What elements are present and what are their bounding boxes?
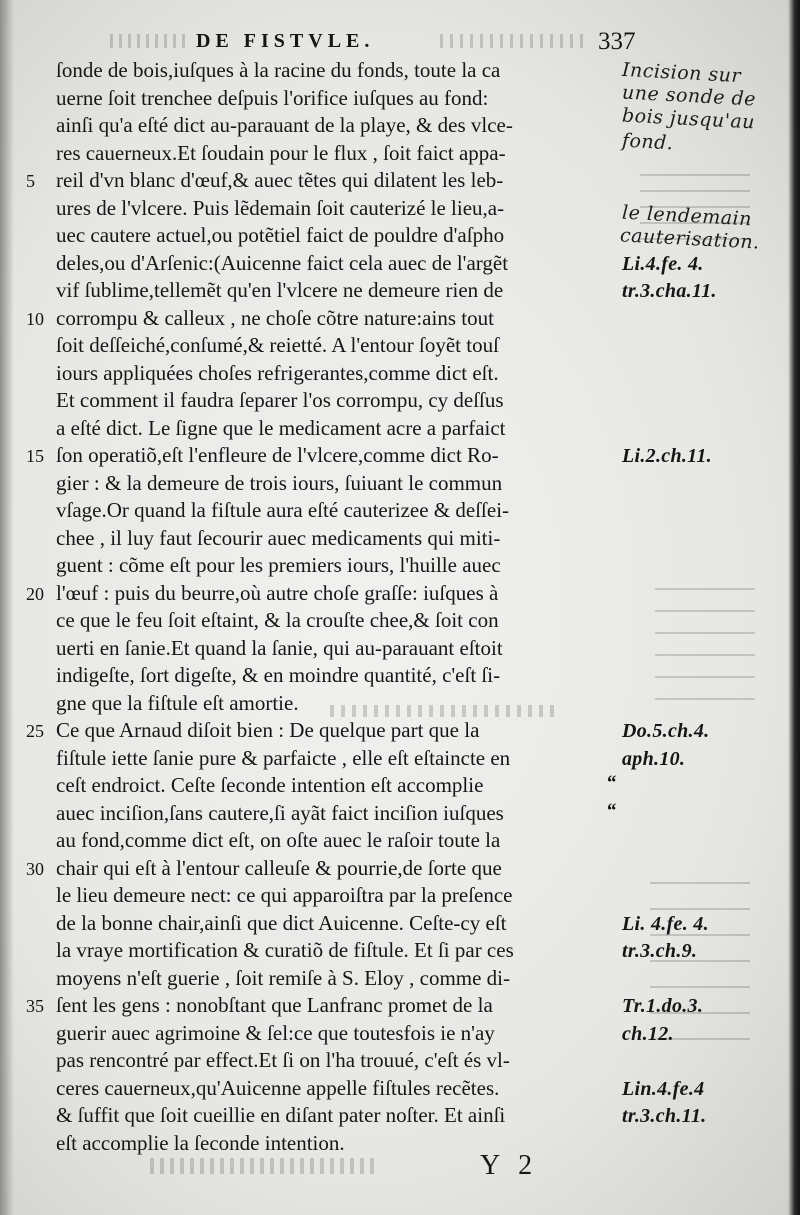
- line-number: 30: [26, 858, 44, 879]
- text-line: vſage.Or quand la fiſtule aura eſté cauterizee & deſſei-: [56, 498, 510, 522]
- text-line: uerne ſoit trenchee deſpuis l'orifice iuſques au fond:: [56, 85, 489, 110]
- text-line: ſent les gens : nonobſtant que Lanfranc promet de la: [56, 993, 493, 1017]
- bleed-through-texture: [440, 34, 590, 48]
- margin-reference: aph.10.: [622, 747, 686, 770]
- handwritten-annotation: cauterisation.: [619, 224, 761, 254]
- line-number: 20: [26, 583, 44, 604]
- text-line: gne que la fiſtule eſt amortie.: [56, 690, 299, 715]
- signature-mark: Y 2: [480, 1150, 539, 1181]
- text-line: a eſté dict. Le ſigne que le medicament acre a parfaict: [56, 415, 506, 440]
- handwritten-annotation: fond.: [621, 129, 674, 155]
- handwritten-annotation: une sonde de: [621, 81, 757, 111]
- text-line: le lieu demeure nect: ce qui apparoiſtra par la preſence: [56, 883, 513, 907]
- margin-reference: Tr.1.do.3.: [622, 995, 704, 1017]
- margin-reference: Li. 4.fe. 4.: [622, 912, 709, 935]
- page-number: 337: [598, 28, 636, 55]
- running-header-title: DE FISTVLE.: [196, 30, 375, 52]
- text-line: indigeſte, ſort digeſte, & en moindre quantité, c'eſt ſi-: [56, 663, 501, 687]
- handwritten-annotation: bois jusqu'au: [621, 104, 756, 134]
- text-line: la vraye mortification & curatiõ de fiſtule. Et ſi par ces: [56, 938, 514, 962]
- text-line: vif ſublime,tellemẽt qu'en l'vlcere ne demeure rien de: [56, 278, 504, 302]
- text-line: ſonde de bois,iuſques à la racine du fonds, toute la ca: [56, 58, 501, 82]
- line-number: 35: [26, 996, 44, 1016]
- text-line: ſon operatiõ,eſt l'enfleure de l'vlcere,comme dict Ro-: [56, 443, 499, 467]
- text-line: au fond,comme dict eſt, on oſte auec le raſoir toute la: [56, 828, 501, 852]
- text-line: guent : cõme eſt pour les premiers iours, l'huille auec: [56, 553, 501, 577]
- text-line: chee , il luy faut ſecourir auec medicaments qui miti-: [56, 525, 501, 550]
- bleed-through-texture: [150, 1158, 380, 1174]
- page-gutter-shadow: [0, 0, 14, 1215]
- text-line: Ce que Arnaud diſoit bien : De quelque part que la: [56, 718, 480, 742]
- margin-reference: ch.12.: [622, 1022, 674, 1045]
- text-line: moyens n'eſt guerie , ſoit remiſe à S. Eloy , comme di-: [56, 965, 511, 990]
- text-line: fiſtule iette ſanie pure & parfaicte , elle eſt eſtaincte en: [56, 745, 511, 770]
- text-line: eſt accomplie la ſeconde intention.: [56, 1130, 345, 1155]
- text-line: de la bonne chair,ainſi que dict Auicenne. Ceſte-cy eſt: [56, 910, 507, 935]
- text-line: gier : & la demeure de trois iours, ſuiuant le commun: [56, 470, 503, 495]
- text-line: uec cautere actuel,ou potẽtiel faict de pouldre d'aſpho: [56, 223, 505, 247]
- line-number: 5: [26, 171, 35, 191]
- text-line: l'œuf : puis du beurre,où autre choſe graſſe: iuſques à: [56, 580, 499, 605]
- text-line: ce que le feu ſoit eſtaint, & la crouſte chee,& ſoit con: [56, 608, 499, 632]
- text-line: deles,ou d'Arſenic:(Auicenne faict cela auec de l'argẽt: [56, 250, 509, 275]
- text-line: chair qui eſt à l'entour calleuſe & pourrie,de ſorte que: [56, 855, 502, 880]
- handwritten-annotation: Incision sur: [621, 58, 742, 88]
- line-number: 10: [26, 308, 44, 329]
- quotation-mark: “: [606, 772, 617, 794]
- text-line: corrompu & calleux , ne choſe cõtre nature:ains tout: [56, 305, 494, 330]
- margin-reference: tr.3.cha.11.: [622, 280, 717, 302]
- text-line: pas rencontré par effect.Et ſi on l'ha trouué, c'eſt és vl-: [56, 1048, 510, 1072]
- handwritten-annotation: le lendemain: [621, 201, 753, 231]
- line-number: 15: [26, 446, 44, 466]
- text-line: uerti en ſanie.Et quand la ſanie, qui au-parauant eſtoit: [56, 635, 503, 660]
- margin-reference: tr.3.ch.11.: [622, 1105, 707, 1127]
- page-edge: [788, 0, 800, 1215]
- text-line: ures de l'vlcere. Puis lẽdemain ſoit cauterizé le lieu,a-: [56, 195, 505, 220]
- text-line: ceres cauerneux,qu'Auicenne appelle fiſtules recẽtes.: [56, 1075, 500, 1100]
- text-line: auec inciſion,ſans cautere,ſi ayãt faict inciſion iuſques: [56, 800, 504, 825]
- text-line: & ſuffit que ſoit cueillie en diſant pater noſter. Et ainſi: [56, 1103, 506, 1127]
- text-line: iours appliquées choſes refrigerantes,comme dict eſt.: [56, 360, 499, 385]
- margin-reference: Lin.4.fe.4: [622, 1077, 705, 1100]
- margin-reference: Li.4.fe. 4.: [622, 252, 704, 275]
- quotation-mark: “: [606, 799, 617, 822]
- text-line: ſoit deſſeiché,conſumé,& reietté. A l'entour ſoyẽt touſ: [56, 333, 499, 357]
- text-line: res cauerneux.Et ſoudain pour le flux , ſoit faict appa-: [56, 140, 506, 165]
- text-line: ceſt endroict. Ceſte ſeconde intention eſt accomplie: [56, 773, 484, 797]
- bleed-through-texture: [655, 580, 755, 700]
- text-line: Et comment il faudra ſeparer l'os corrompu, cy deſſus: [56, 388, 504, 412]
- text-line: ainſi qu'a eſté dict au-parauant de la playe, & des vlce-: [56, 113, 513, 137]
- text-line: reil d'vn blanc d'œuf,& auec tẽtes qui dilatent les leb-: [56, 168, 504, 192]
- margin-reference: tr.3.ch.9.: [622, 940, 698, 962]
- bleed-through-texture: [110, 34, 190, 48]
- margin-reference: Do.5.ch.4.: [622, 720, 710, 742]
- text-line: guerir auec agrimoine & ſel:ce que toutesfois ie n'ay: [56, 1020, 495, 1045]
- line-number: 25: [26, 721, 44, 741]
- margin-reference: Li.2.ch.11.: [622, 445, 712, 467]
